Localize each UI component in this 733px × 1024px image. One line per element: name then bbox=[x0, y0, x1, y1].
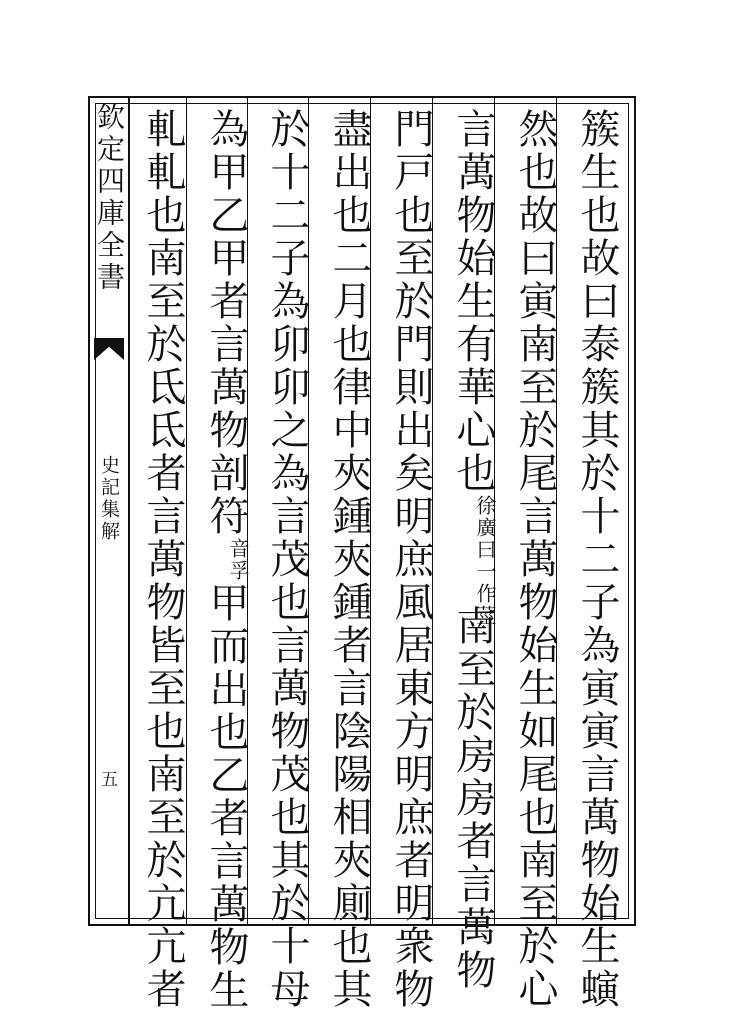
text-column-1: 簇生也故曰泰簇其於十二子為寅寅言萬物始生螾 bbox=[574, 108, 620, 1011]
text-column-2: 然也故曰寅南至於尾言萬物始生如尾也南至於心 bbox=[512, 108, 558, 1011]
text-column-5: 盡出也二月也律中夾鍾夾鍾者言陰陽相夾廁也其 bbox=[326, 108, 372, 1011]
column-rule bbox=[186, 96, 187, 926]
commentary-note: 音孚 bbox=[226, 538, 250, 582]
margin-page-number: 五 bbox=[97, 770, 117, 787]
column-text: 言萬物始生有華心也 bbox=[450, 108, 496, 495]
text-column-3 bbox=[450, 108, 497, 992]
column-text: 甲而出也乙者言萬物生 bbox=[203, 582, 249, 1012]
margin-header: 欽定四庫全書 bbox=[93, 102, 126, 294]
commentary-note: 徐廣曰一作莖 bbox=[473, 495, 497, 627]
text-column-4: 門戸也至於門則出矣明庶風居東方明庶者明衆物 bbox=[388, 108, 434, 1011]
column-text: 為甲乙甲者言萬物剖符 bbox=[203, 108, 249, 538]
text-column-6: 於十二子為卯卯之為言茂也言萬物茂也其於十母 bbox=[264, 108, 310, 1011]
column-text: 南至於房房者言萬物 bbox=[450, 605, 496, 992]
text-column-8: 軋軋也南至於氐氐者言萬物皆至也南至於亢亢者 bbox=[140, 108, 186, 1011]
margin-book-title: 史記集解 bbox=[98, 455, 120, 543]
text-column-7 bbox=[203, 108, 250, 1012]
